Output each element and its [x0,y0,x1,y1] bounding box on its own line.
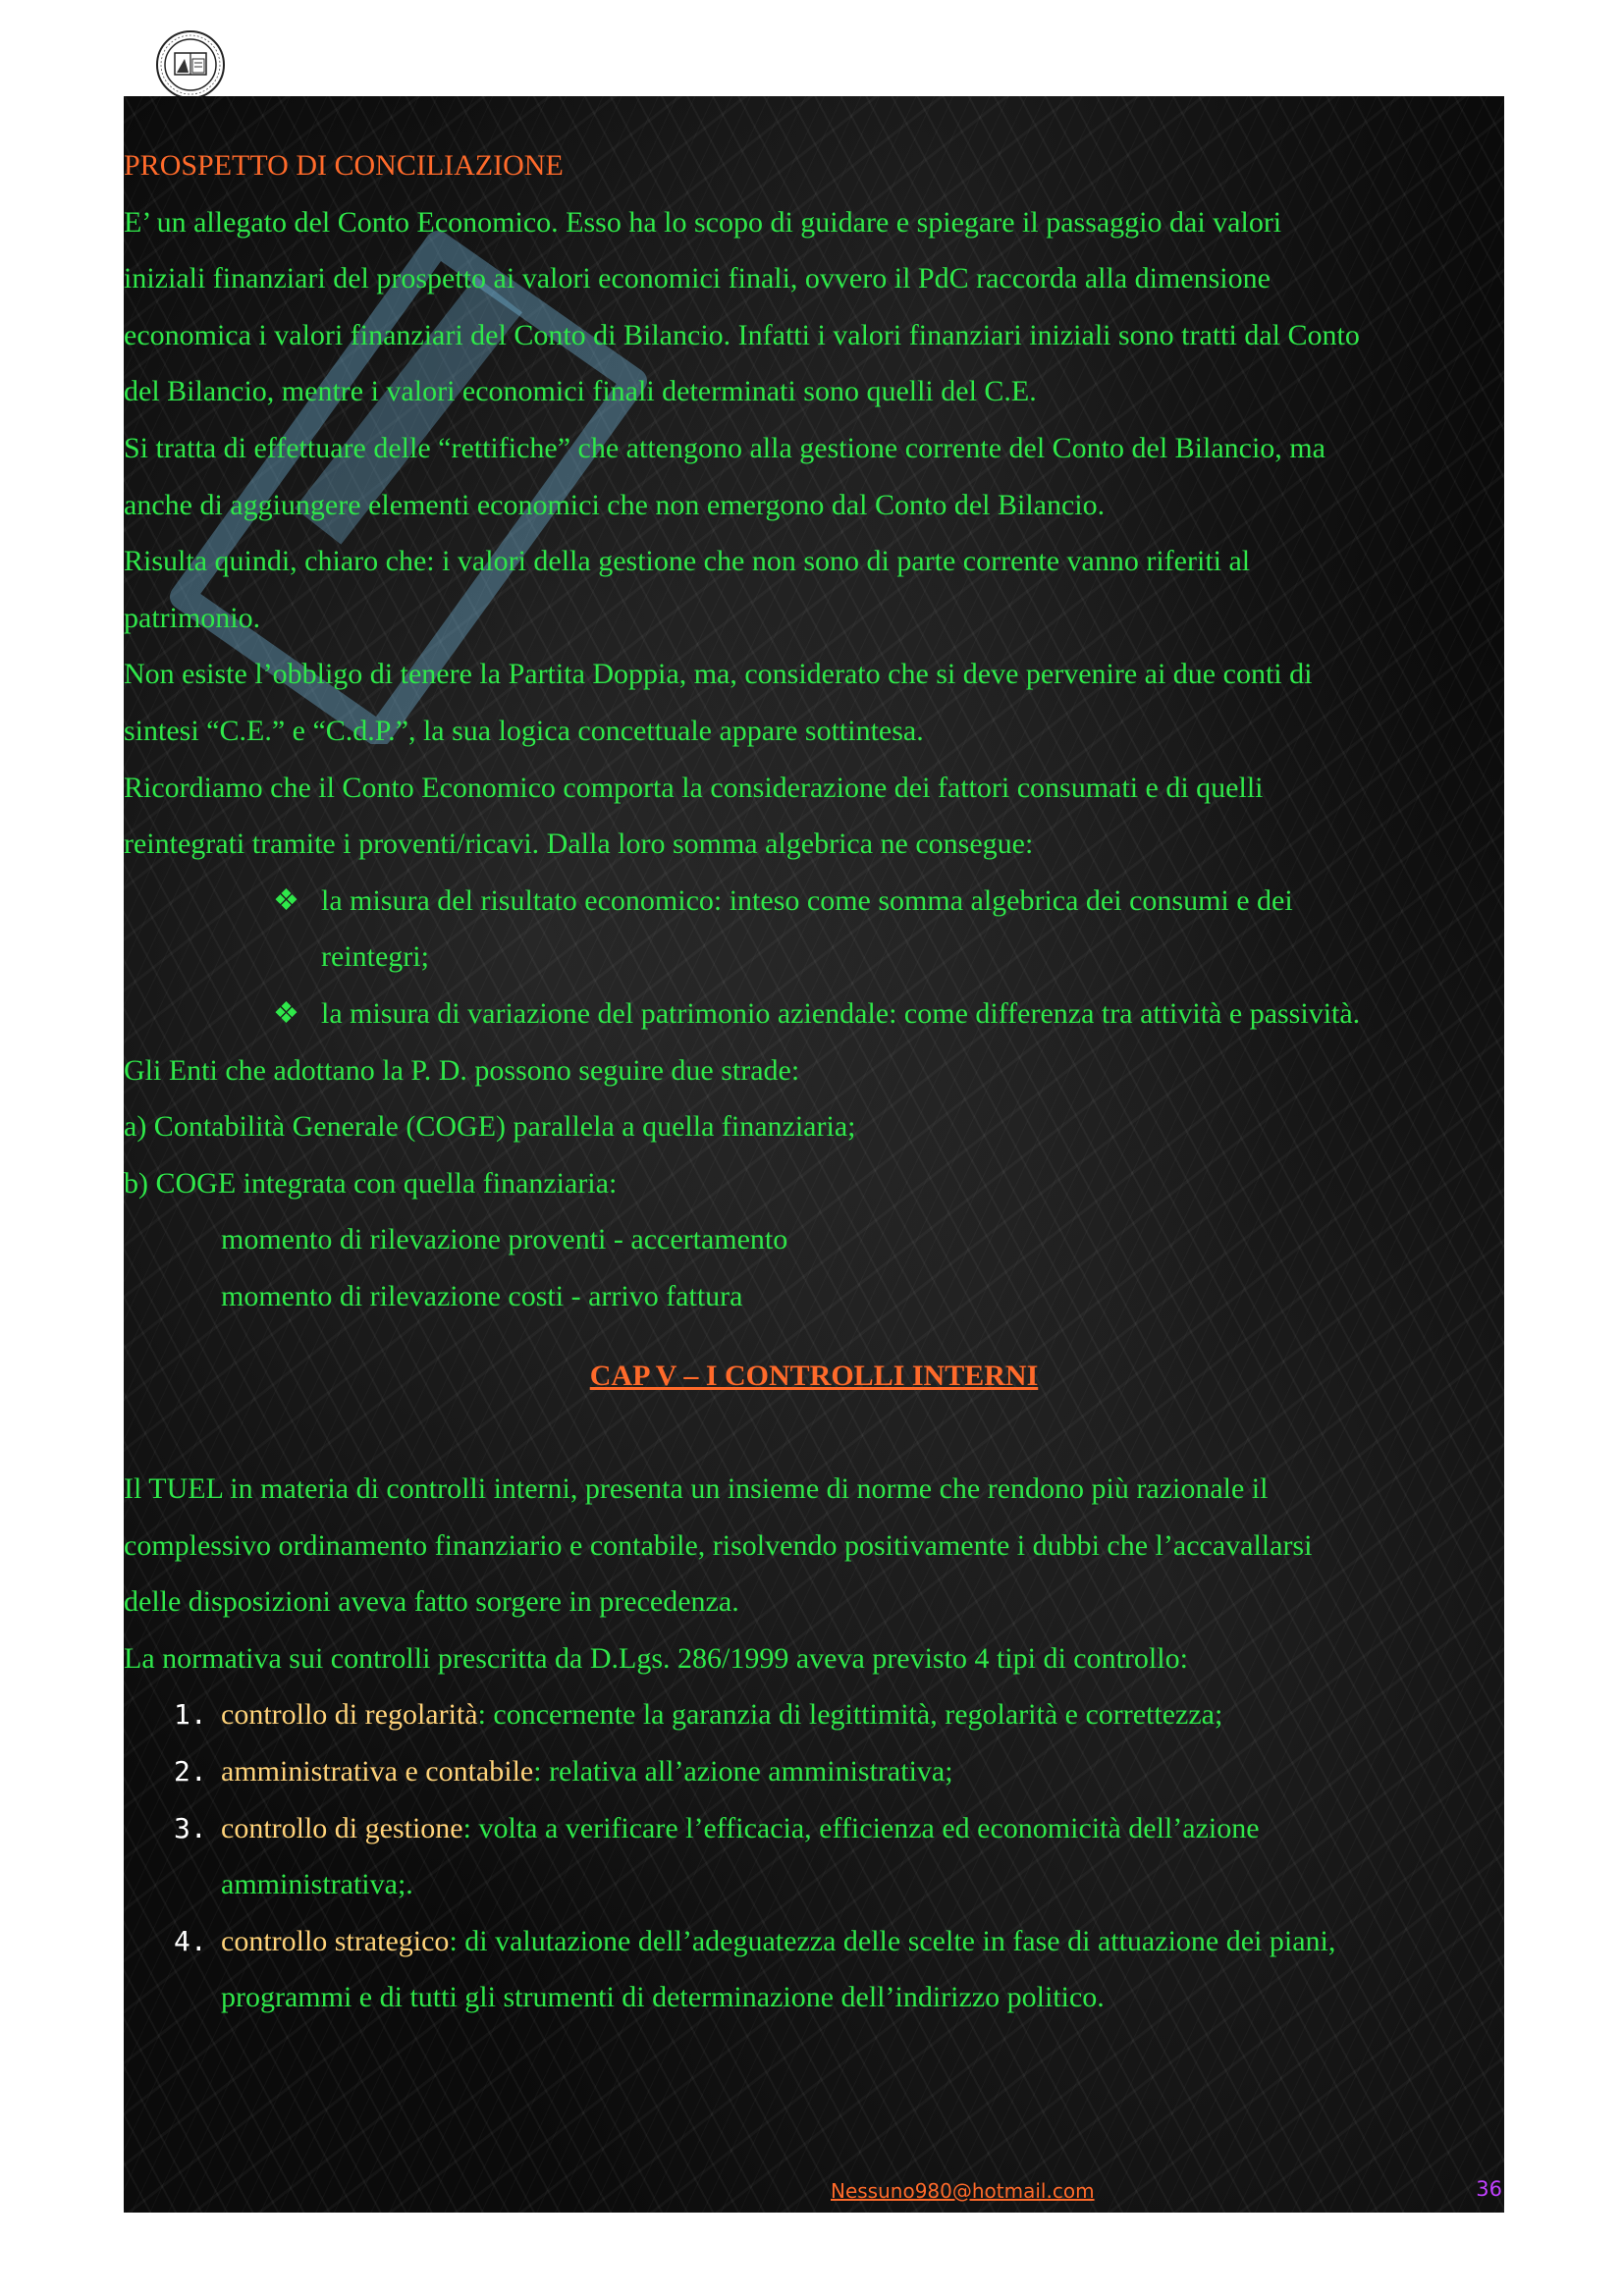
paragraph-line: iniziali finanziari del prospetto ai valori economici finali, ovvero il PdC raccorda alla dimensione [124,262,1271,295]
footer-email-link[interactable]: Nessuno980@hotmail.com [831,2179,1095,2203]
paragraph-line: economica i valori finanziari del Conto di Bilancio. Infatti i valori finanziari iniziali sono tratti dal Conto [124,318,1360,351]
numbered-item [124,1743,1504,1800]
paragraph-line: reintegrati tramite i proventi/ricavi. Dalla loro somma algebrica ne consegue: [124,828,1034,861]
item-term: amministrativa e contabile [221,1755,534,1789]
item-description: : concernente la garanzia di legittimità, regolarità e correttezza; [477,1698,1223,1732]
paragraph-line: complessivo ordinamento finanziario e contabile, risolvendo positivamente i dubbi che l’accavallarsi [124,1528,1313,1562]
paragraph-line: Gli Enti che adottano la P. D. possono seguire due strade: [124,1053,800,1087]
indented-line: momento di rilevazione proventi - accertamento [221,1223,788,1256]
item-term: controllo strategico [221,1924,450,1957]
paragraph-line: Si tratta di effettuare delle “rettifiche” che attengono alla gestione corrente del Conto del Bilancio, ma [124,431,1325,464]
paragraph-line: delle disposizioni aveva fatto sorgere in precedenza. [124,1585,739,1619]
indented-line: momento di rilevazione costi - arrivo fattura [221,1279,743,1312]
paragraph-line: La normativa sui controlli prescritta da D.Lgs. 286/1999 aveva previsto 4 tipi di controllo: [124,1641,1188,1675]
university-seal-icon [155,29,226,100]
paragraph-line: patrimonio. [124,601,261,634]
paragraph-line: Risulta quindi, chiaro che: i valori della gestione che non sono di parte corrente vanno riferiti al [124,545,1251,578]
paragraph-line: Non esiste l’obbligo di tenere la Partita Doppia, ma, considerato che si deve pervenire ai due conti di [124,658,1313,691]
item-continuation: programmi e di tutti gli strumenti di determinazione dell’indirizzo politico. [221,1981,1105,2014]
bullet-item [124,986,1504,1042]
page-number: 36 [1476,2177,1502,2201]
item-description: : volta a verificare l’efficacia, efficienza ed economicità dell’azione [462,1811,1260,1844]
paragraph-line: a) Contabilità Generale (COGE) parallela a quella finanziaria; [124,1110,856,1144]
paragraph-line: b) COGE integrata con quella finanziaria: [124,1166,618,1200]
bullet-item [124,873,1504,930]
item-description: : di valutazione dell’adeguatezza delle scelte in fase di attuazione dei piani, [449,1924,1336,1957]
numbered-item [124,1686,1504,1743]
paragraph-line: anche di aggiungere elementi economici che non emergono dal Conto del Bilancio. [124,488,1106,521]
paragraph-line: sintesi “C.E.” e “C.d.P.”, la sua logica concettuale appare sottintesa. [124,714,924,747]
bullet-text: la misura di variazione del patrimonio aziendale: come differenza tra attività e passività. [321,996,1361,1030]
item-term: controllo di gestione [221,1811,463,1844]
item-number: 3. [174,1811,207,1844]
paragraph-line: E’ un allegato del Conto Economico. Esso ha lo scopo di guidare e spiegare il passaggio dai valori [124,205,1282,239]
diamond-bullet-icon: ❖ [273,883,299,917]
diamond-bullet-icon: ❖ [273,996,299,1030]
item-term: controllo di regolarità [221,1698,478,1732]
item-number: 1. [174,1698,207,1732]
item-number: 4. [174,1924,207,1957]
content-panel [124,96,1504,2213]
item-continuation: amministrativa;. [221,1868,413,1901]
bullet-continuation: reintegri; [321,940,429,974]
item-number: 2. [174,1755,207,1789]
numbered-item [124,1913,1504,1970]
numbered-item [124,1800,1504,1857]
bullet-text: la misura del risultato economico: inteso come somma algebrica dei consumi e dei [321,883,1293,917]
chapter-title: CAP V – I CONTROLLI INTERNI [589,1360,1039,1393]
paragraph-line: Il TUEL in materia di controlli interni, presenta un insieme di norme che rendono più razionale il [124,1472,1269,1506]
paragraph-line: Ricordiamo che il Conto Economico comporta la considerazione dei fattori consumati e di quelli [124,771,1264,804]
paragraph-line: del Bilancio, mentre i valori economici finali determinati sono quelli del C.E. [124,375,1037,408]
item-description: : relativa all’azione amministrativa; [533,1755,953,1789]
document-body [124,137,1504,2026]
section-heading: PROSPETTO DI CONCILIAZIONE [124,149,564,182]
